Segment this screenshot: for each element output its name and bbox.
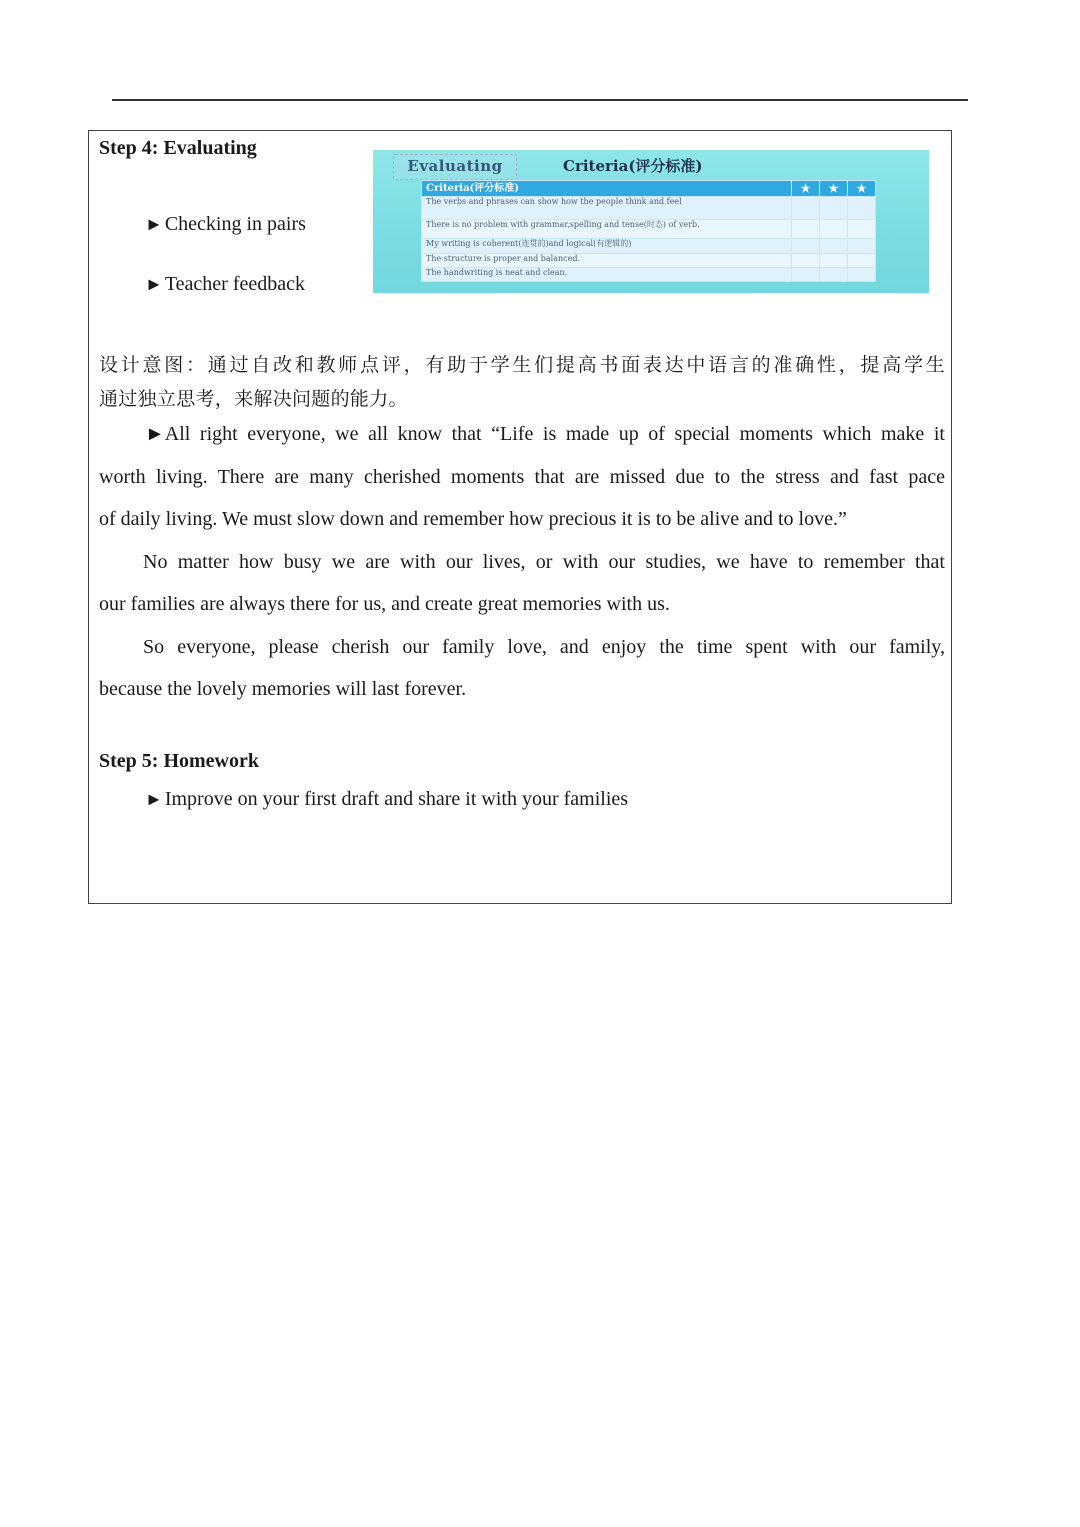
criteria-table: [421, 180, 876, 282]
speech-line: our families are always there for us, and create great memories with us.: [99, 593, 670, 615]
design-intent-line-1: 设计意图：通过自改和教师点评，有助于学生们提高书面表达中语言的准确性，提高学生: [99, 354, 945, 376]
bullet-homework: [145, 788, 628, 811]
criteria-header-row: [422, 181, 876, 197]
star-icon: ★: [820, 181, 848, 197]
bullet-text: Teacher feedback: [164, 273, 305, 295]
step5-heading: Step 5: Homework: [99, 750, 259, 772]
score-cell: [848, 220, 876, 239]
score-cell: [848, 268, 876, 282]
speech-line: worth living. There are many cherished moments that are missed due to the stress and fast pace: [99, 466, 945, 488]
bullet-text: Checking in pairs: [164, 213, 306, 235]
criteria-text: The verbs and phrases can show how the people think and feel: [422, 197, 792, 220]
star-icon: ★: [848, 181, 876, 197]
criteria-row: [422, 197, 876, 220]
criteria-row: [422, 268, 876, 282]
criteria-text: The structure is proper and balanced.: [422, 254, 792, 268]
criteria-row: [422, 239, 876, 254]
triangle-bullet-icon: ►: [145, 214, 163, 234]
triangle-bullet-icon: ►: [145, 274, 163, 294]
criteria-text: My writing is coherent(连贯的)and logical(有逻辑的): [422, 239, 792, 254]
score-cell: [792, 220, 820, 239]
slide-title: Criteria(评分标准): [563, 157, 703, 175]
speech-line: of daily living. We must slow down and remember how precious it is to be alive and to love.”: [99, 508, 847, 530]
criteria-row: [422, 254, 876, 268]
evaluation-slide-image: [373, 150, 929, 293]
design-intent-line-2: 通过独立思考，来解决问题的能力。: [99, 388, 408, 410]
header-rule: [112, 99, 968, 101]
score-cell: [792, 268, 820, 282]
score-cell: [820, 239, 848, 254]
criteria-row: [422, 220, 876, 239]
score-cell: [848, 239, 876, 254]
bullet-text: Improve on your first draft and share it with your families: [164, 788, 629, 810]
star-icon: ★: [792, 181, 820, 197]
score-cell: [792, 197, 820, 220]
score-cell: [848, 254, 876, 268]
bullet-checking-in-pairs: [145, 213, 306, 236]
triangle-bullet-icon: ►: [145, 789, 163, 809]
score-cell: [820, 254, 848, 268]
score-cell: [792, 239, 820, 254]
step4-heading: Step 4: Evaluating: [99, 137, 257, 159]
slide-evaluating-tag: Evaluating: [393, 154, 517, 180]
criteria-header-cell: Criteria(评分标准): [422, 181, 792, 197]
criteria-text: There is no problem with grammar,spelling and tense(时态) of verb.: [422, 220, 792, 239]
score-cell: [820, 268, 848, 282]
score-cell: [792, 254, 820, 268]
speech-line: because the lovely memories will last forever.: [99, 678, 467, 700]
criteria-text: The handwriting is neat and clean.: [422, 268, 792, 282]
speech-line: ►All right everyone, we all know that “Life is made up of special moments which make it: [145, 423, 945, 445]
bullet-teacher-feedback: [145, 273, 305, 296]
score-cell: [848, 197, 876, 220]
speech-line: No matter how busy we are with our lives, or with our studies, we have to remember that: [143, 551, 945, 573]
speech-line: So everyone, please cherish our family love, and enjoy the time spent with our family,: [143, 636, 945, 658]
score-cell: [820, 220, 848, 239]
score-cell: [820, 197, 848, 220]
